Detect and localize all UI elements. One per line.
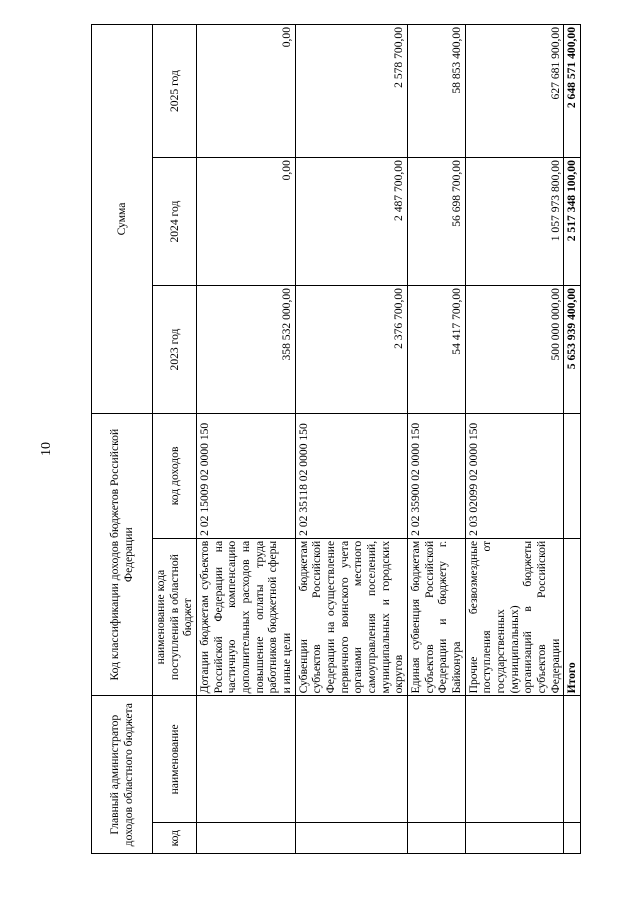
row-code [295,823,407,854]
total-name-cell [564,696,581,823]
row-name [465,696,564,823]
row-code [465,823,564,854]
row-code [197,823,296,854]
row-code [408,823,466,854]
row-value-2023: 358 532 000,00 [197,286,296,414]
row-value-2024: 56 698 700,00 [408,158,466,286]
row-value-2023: 54 417 700,00 [408,286,466,414]
table-row [408,25,466,854]
row-value-2024: 1 057 973 800,00 [465,158,564,286]
table-row [197,25,296,854]
col-income-code-header: код доходов [153,413,197,538]
col-name-header: наименование [153,696,197,823]
row-name [197,696,296,823]
table-orientation [91,24,579,854]
row-income-code: 2 02 15009 02 0000 150 [197,413,296,538]
admin-group-header: Главный администратор доходов областного бюджета [92,696,153,854]
total-income-code-cell [564,413,581,538]
row-name [295,696,407,823]
page-number: 10 [39,442,54,456]
row-name [408,696,466,823]
row-value-2023: 500 000 000,00 [465,286,564,414]
table-row [295,25,407,854]
rotated-table-wrapper [91,24,579,854]
classification-group-header: Код классификации доходов бюджетов Российской Федерации [92,413,153,695]
header-row-bottom [153,25,197,854]
col-2025-header: 2025 год [153,25,197,158]
row-value-2024: 2 487 700,00 [295,158,407,286]
row-income-code: 2 03 02099 02 0000 150 [465,413,564,538]
row-value-2025: 58 853 400,00 [408,25,466,158]
row-income-name: Единая субвенция бюджетам субъектов Российской Федерации и бюджету г. Байконура [408,538,466,696]
row-income-name: Прочие безвозмездные поступления от государственных (муниципальных) организаций в бюджеты субъектов Российской Федерации [465,538,564,696]
row-value-2024: 0,00 [197,158,296,286]
sum-group-header: Сумма [92,25,153,414]
total-code-cell [564,823,581,854]
col-2023-header: 2023 год [153,286,197,414]
row-value-2025: 627 681 900,00 [465,25,564,158]
total-row [564,25,581,854]
total-value-2025: 2 648 571 400,00 [564,25,581,158]
total-value-2024: 2 517 348 100,00 [564,158,581,286]
revenue-table [91,24,581,854]
total-label: Итого [564,538,581,696]
row-value-2023: 2 376 700,00 [295,286,407,414]
total-value-2023: 5 653 939 400,00 [564,286,581,414]
table-row [465,25,564,854]
row-income-name: Дотации бюджетам субъектов Российской Федерации на частичную компенсацию дополнительных расходов на повышение оплаты труда работников бюджетной сферы и иные цели [197,538,296,696]
row-income-code: 2 02 35118 02 0000 150 [295,413,407,538]
col-2024-header: 2024 год [153,158,197,286]
row-value-2025: 2 578 700,00 [295,25,407,158]
col-code-header: код [153,823,197,854]
row-income-code: 2 02 35900 02 0000 150 [408,413,466,538]
row-value-2025: 0,00 [197,25,296,158]
col-income-name-header: наименование кода поступлений в областной бюджет [153,538,197,696]
header-row-top [92,25,153,854]
row-income-name: Субвенции бюджетам субъектов Российской Федерации на осуществление первичного воинского учета органами местного самоуправления поселений, муниципальных и городских округов [295,538,407,696]
